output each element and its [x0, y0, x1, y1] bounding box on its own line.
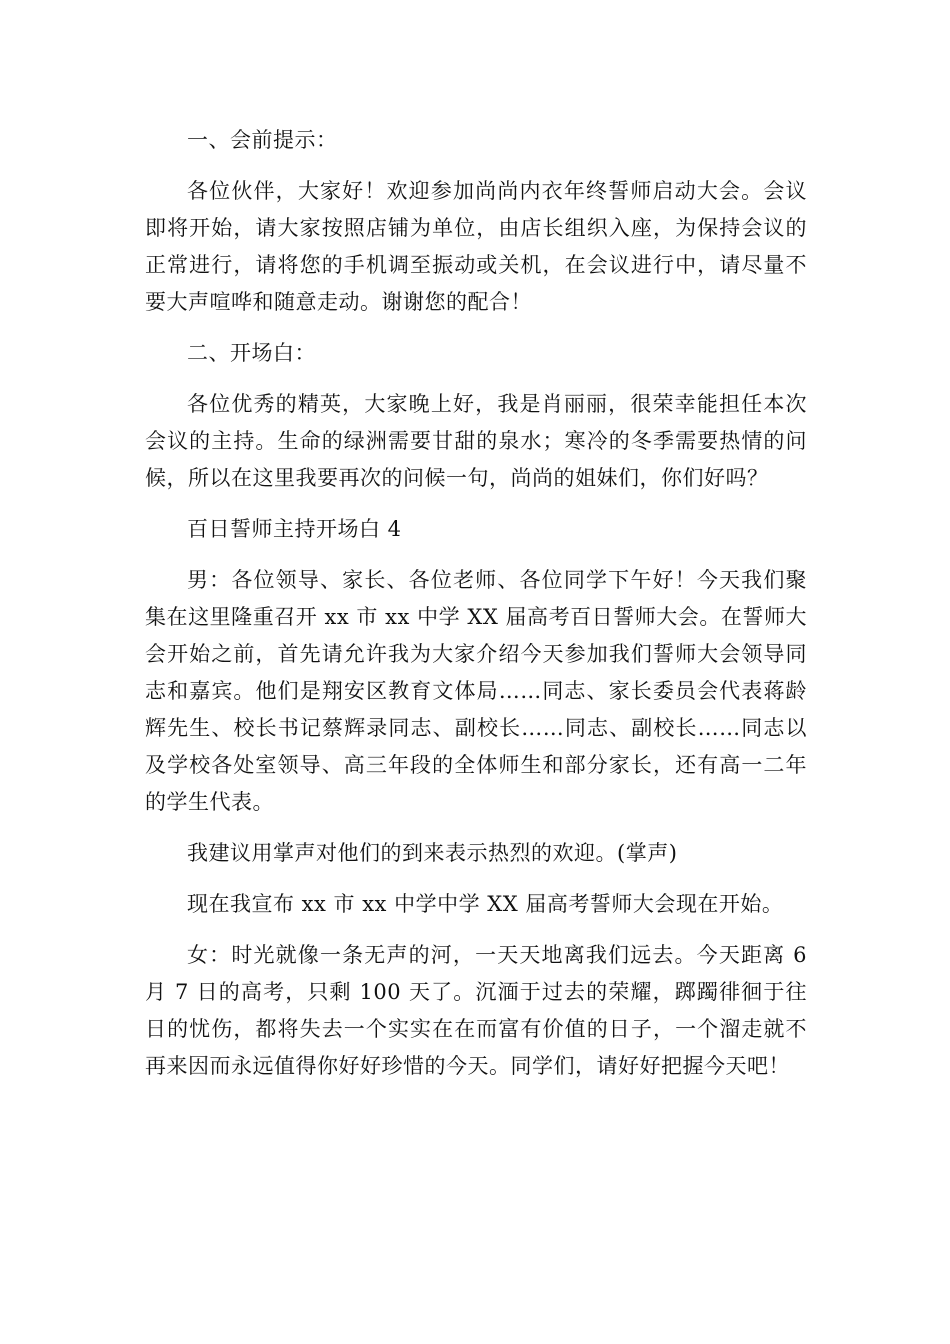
- document-page: [145, 122, 807, 1099]
- paragraph-applause: 我建议用掌声对他们的到来表示热烈的欢迎。(掌声): [187, 841, 678, 865]
- paragraph-welcome-notice: 各位伙伴，大家好！欢迎参加尚尚内衣年终誓师启动大会。会议即将开始，请大家按照店铺为单位，由店长组织入座，为保持会议的正常进行，请将您的手机调至振动或关机，在会议进行中，请尽量不要大声喧哗和随意走动。谢谢您的配合！: [145, 179, 807, 314]
- paragraph-meeting-start: 现在我宣布 xx 市 xx 中学中学 XX 届高考誓师大会现在开始。: [187, 892, 784, 916]
- section-heading-pre-meeting-notice: 一、会前提示：: [187, 128, 338, 152]
- paragraph-female-host-speech: 女：时光就像一条无声的河，一天天地离我们远去。今天距离 6 月 7 日的高考，只剩 100 天了。沉湎于过去的荣耀，踯躅徘徊于往日的忧伤，都将失去一个实实在在而富有价值的日子，一个溜走就不再来因而永远值得你好好珍惜的今天。同学们，请好好把握今天吧！: [145, 943, 807, 1078]
- section-heading-opening-remarks: 二、开场白：: [187, 341, 316, 365]
- paragraph-male-host-introduction: 男：各位领导、家长、各位老师、各位同学下午好！今天我们聚集在这里隆重召开 xx 市 xx 中学 XX 届高考百日誓师大会。在誓师大会开始之前，首先请允许我为大家介绍今天参加我们誓师大会领导同志和嘉宾。他们是翔安区教育文体局……同志、家长委员会代表蒋龄辉先生、校长书记蔡辉录同志、副校长……同志、副校长……同志以及学校各处室领导、高三年段的全体师生和部分家长，还有高一二年的学生代表。: [145, 568, 807, 814]
- paragraph-host-greeting: 各位优秀的精英，大家晚上好，我是肖丽丽，很荣幸能担任本次会议的主持。生命的绿洲需要甘甜的泉水；寒冷的冬季需要热情的问候，所以在这里我要再次的问候一句，尚尚的姐妹们，你们好吗？: [145, 392, 807, 490]
- section-heading-hundred-day-oath: 百日誓师主持开场白 4: [187, 517, 402, 541]
